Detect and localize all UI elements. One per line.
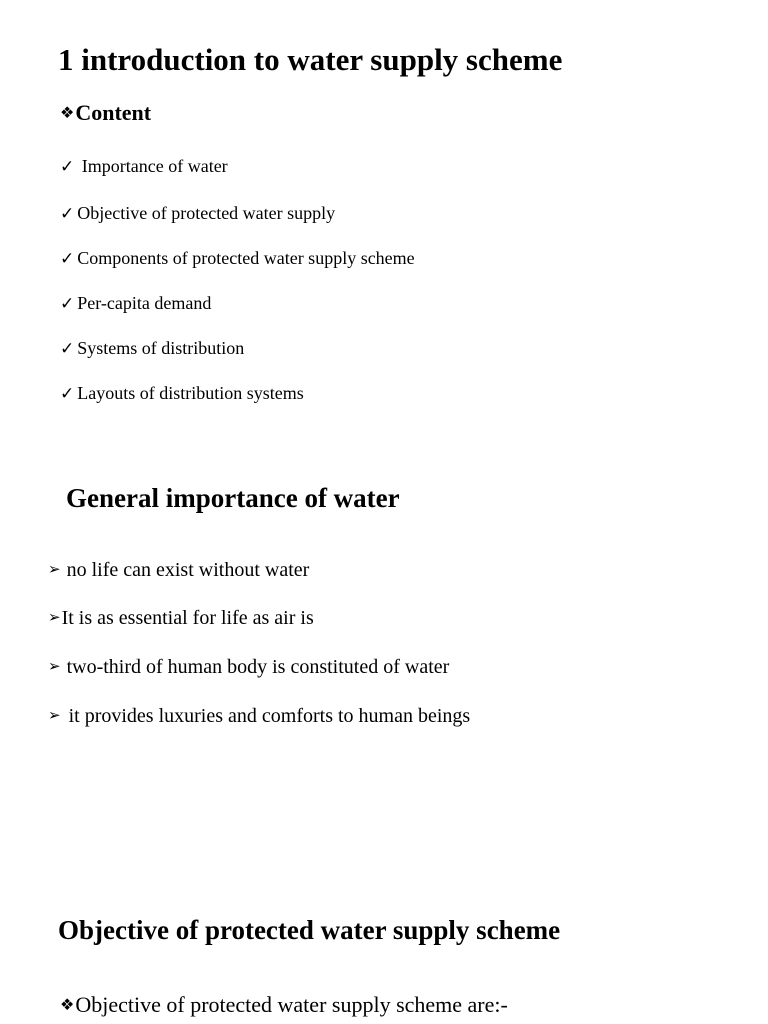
importance-list-item-label: no life can exist without water (66, 559, 310, 581)
checkmark-icon: ✓ (60, 294, 75, 314)
content-list-item (60, 201, 335, 226)
content-heading (60, 98, 151, 130)
objective-intro (60, 990, 508, 1022)
content-list-item-label: Objective of protected water supply (77, 203, 336, 223)
checkmark-icon: ✓ (60, 157, 75, 177)
arrow-bullet-icon: ➢ (48, 657, 61, 675)
importance-list-item (48, 703, 470, 730)
page-title: 1 introduction to water supply scheme (58, 42, 563, 77)
importance-heading: General importance of water (66, 483, 400, 513)
arrow-bullet-icon: ➢ (48, 560, 61, 578)
content-list-item-label: Systems of distribution (77, 338, 245, 358)
arrow-bullet-icon: ➢ (48, 608, 61, 626)
objective-heading: Objective of protected water supply scheme (58, 915, 561, 945)
checkmark-icon: ✓ (60, 249, 75, 269)
checkmark-icon: ✓ (60, 339, 75, 359)
content-list-item (60, 336, 244, 361)
importance-list-item-label: It is as essential for life as air is (61, 607, 314, 629)
content-list-item-label: Components of protected water supply scheme (77, 248, 415, 268)
content-list-item (60, 381, 304, 406)
importance-list-item (48, 605, 314, 632)
content-list-item (60, 291, 211, 316)
importance-list-item-label: it provides luxuries and comforts to human beings (68, 705, 471, 727)
importance-list-item (48, 557, 309, 584)
checkmark-icon: ✓ (60, 204, 75, 224)
content-list-item (60, 246, 415, 271)
importance-list-item-label: two-third of human body is constituted of water (66, 656, 450, 678)
importance-list-item (48, 654, 449, 681)
content-list-item-label: Importance of water (81, 156, 228, 176)
content-list-item-label: Layouts of distribution systems (77, 383, 304, 403)
diamond-bullet-icon: ❖ (60, 995, 75, 1014)
checkmark-icon: ✓ (60, 384, 75, 404)
content-heading-label: Content (75, 100, 152, 125)
content-list-item-label: Per-capita demand (77, 293, 212, 313)
objective-intro-label: Objective of protected water supply scheme are:- (75, 992, 508, 1017)
content-list-item (60, 154, 228, 179)
arrow-bullet-icon: ➢ (48, 706, 61, 724)
diamond-bullet-icon: ❖ (60, 103, 75, 122)
